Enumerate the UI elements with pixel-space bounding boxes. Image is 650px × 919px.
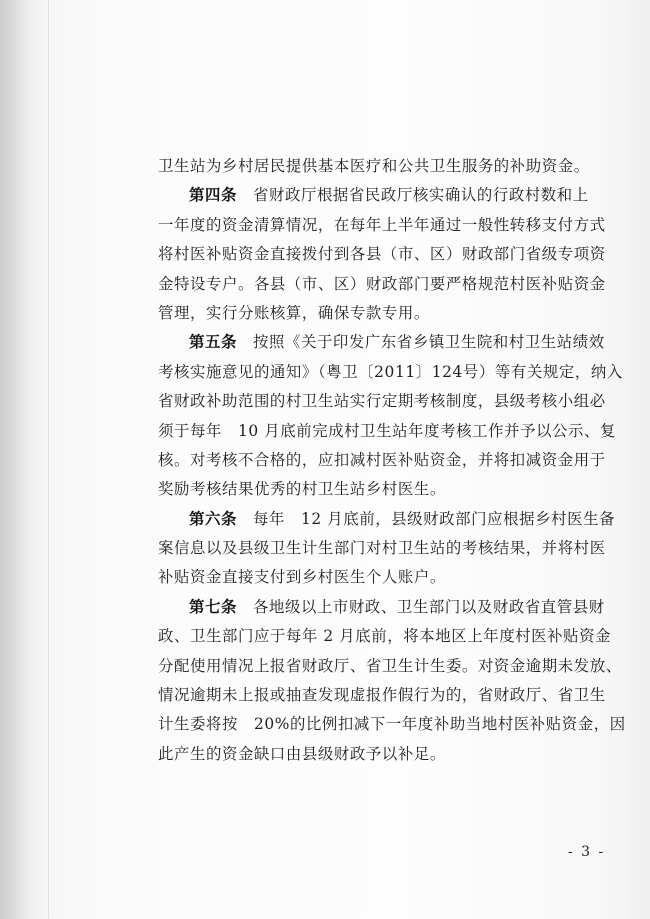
line-text: 管理，实行分账核算，确保专款专用。 <box>158 303 430 322</box>
text-line <box>158 681 618 710</box>
text-line <box>158 622 618 651</box>
text-line <box>158 593 618 622</box>
line-text: 分配使用情况上报省财政厅、省卫生计生委。对资金逾期未发放、 <box>158 656 622 675</box>
line-text: 省财政补助范围的村卫生站实行定期考核制度，县级考核小组必 <box>158 392 606 411</box>
text-line <box>158 652 622 681</box>
article-heading: 第六条 <box>189 509 237 528</box>
text-line <box>158 387 618 416</box>
line-text: 将村医补贴资金直接拨付到各县（市、区）财政部门省级专项资 <box>158 245 606 264</box>
line-text: 情况逾期未上报或抽查发现虚报作假行为的，省财政厅、省卫生 <box>158 686 606 705</box>
line-text: 金特设专户。各县（市、区）财政部门要严格规范村医补贴资金 <box>158 274 606 293</box>
text-line <box>158 358 623 387</box>
article-heading: 第四条 <box>189 186 237 205</box>
text-line <box>158 299 618 328</box>
line-text: 一年度的资金清算情况，在每年上半年通过一般性转移支付方式 <box>158 215 606 234</box>
article-heading: 第五条 <box>189 333 237 352</box>
page-number: - 3 - <box>568 844 606 860</box>
text-line <box>158 475 618 504</box>
text-line <box>158 534 618 563</box>
text-line <box>158 710 626 739</box>
text-line <box>158 328 618 357</box>
line-text: 按照《关于印发广东省乡镇卫生院和村卫生站绩效 <box>236 333 605 352</box>
line-text: 计生委将按 20%的比例扣减下一年度补助当地村医补贴资金，因 <box>158 715 626 734</box>
text-line <box>158 446 618 475</box>
line-text: 须于每年 10 月底前完成村卫生站年度考核工作并予以公示、复 <box>158 421 617 440</box>
line-text: 卫生站为乡村居民提供基本医疗和公共卫生服务的补助资金。 <box>158 157 590 175</box>
text-line <box>158 417 618 446</box>
text-line <box>158 270 618 299</box>
text-line <box>158 505 618 534</box>
page-edge-shadow <box>0 0 48 919</box>
text-line <box>158 240 618 269</box>
line-text: 此产生的资金缺口由县级财政予以补足。 <box>158 744 446 763</box>
page-fold-line <box>48 0 49 919</box>
line-text: 各地级以上市财政、卫生部门以及财政省直管县财 <box>236 597 605 616</box>
line-text: 案信息以及县级卫生计生部门对村卫生站的考核结果，并将村医 <box>158 539 606 558</box>
text-line <box>158 740 618 769</box>
line-text: 核。对考核不合格的，应扣减村医补贴资金，并将扣减资金用于 <box>158 450 606 469</box>
line-text: 省财政厅根据省民政厅核实确认的行政村数和上 <box>236 186 589 205</box>
article-heading: 第七条 <box>189 597 237 616</box>
text-line <box>158 211 618 240</box>
line-text: 政、卫生部门应于每年 2 月底前，将本地区上年度村医补贴资金 <box>158 627 612 646</box>
line-text: 考核实施意见的通知》（粤卫〔2011〕124号）等有关规定，纳入 <box>158 362 623 381</box>
line-text: 每年 12 月底前，县级财政部门应根据乡村医生备 <box>236 509 616 528</box>
document-body <box>158 152 626 769</box>
text-line <box>158 563 618 592</box>
line-text: 奖励考核结果优秀的村卫生站乡村医生。 <box>158 480 446 499</box>
text-line <box>158 152 618 181</box>
line-text: 补贴资金直接支付到乡村医生个人账户。 <box>158 568 446 587</box>
text-line <box>158 181 618 210</box>
